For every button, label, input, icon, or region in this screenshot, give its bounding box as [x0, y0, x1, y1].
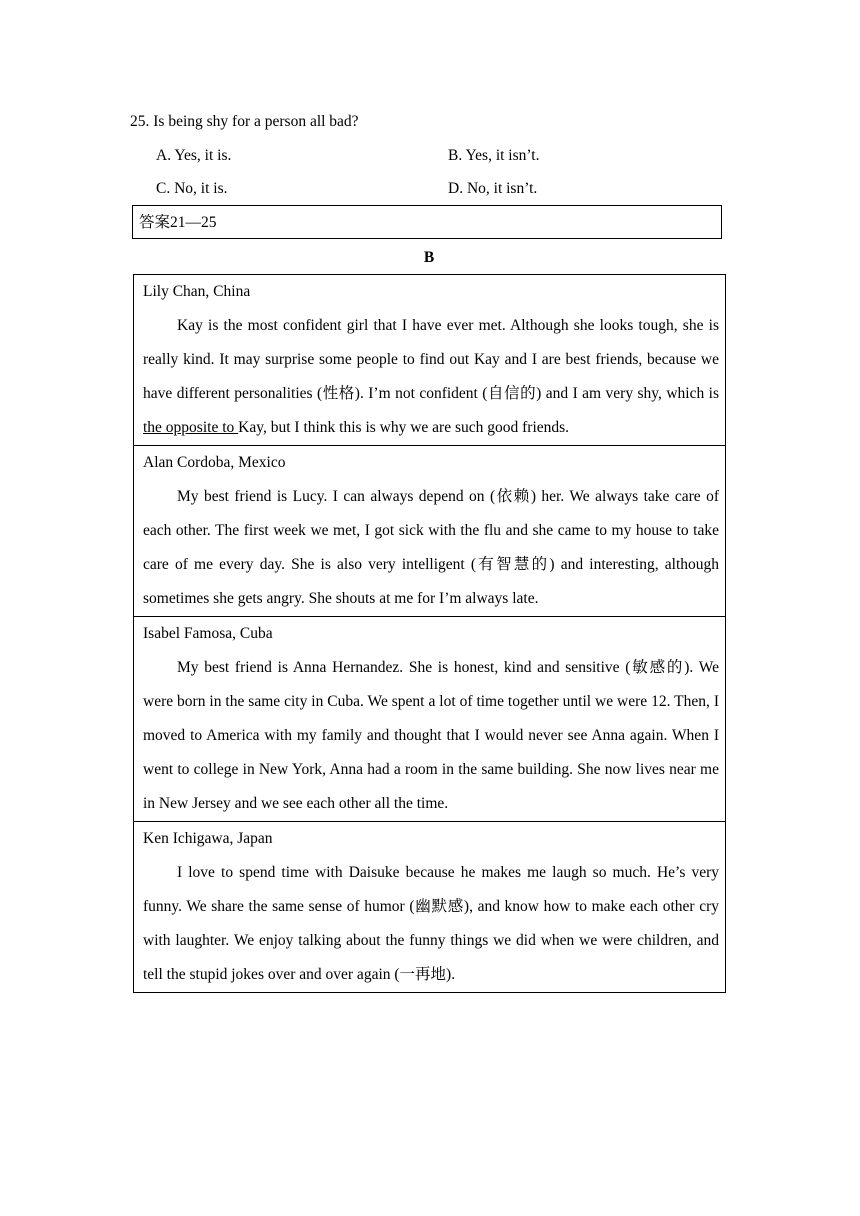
answer-box — [132, 205, 722, 239]
answer-label: 答案21—25 — [139, 214, 217, 231]
letter-text: My best friend is Lucy. I can always depend on (依赖) her. We always take care of each other. The first week we met, I got sick with the flu and she came to my house to take care of me every day. She is also very intelligent (有智慧的) and interesting, although sometimes she gets angry. She shouts at me for I’m always late. — [143, 488, 719, 607]
letter-text: My best friend is Anna Hernandez. She is honest, kind and sensitive (敏感的). We were born in the same city in Cuba. We spent a lot of time together until we were 12. Then, I moved to America with my family and thought that I would never see Anna again. When I went to college in New York, Anna had a room in the same building. She now lives near me in New Jersey and we see each other all the time. — [143, 659, 719, 812]
option-a: A. Yes, it is. — [156, 147, 232, 164]
letter-row — [134, 446, 726, 617]
letter-row — [134, 822, 726, 993]
letter-cell — [134, 446, 726, 617]
letter-cell — [134, 275, 726, 446]
letter-author: Isabel Famosa, Cuba — [143, 625, 273, 642]
letter-text-before: Kay is the most confident girl that I have ever met. Although she looks tough, she is really kind. It may surprise some people to find out Kay and I are best friends, because we have different personalities (性格). I’m not confident (自信的) and I am very shy, which is — [143, 317, 719, 402]
letter-row — [134, 617, 726, 822]
letter-text: I love to spend time with Daisuke because he makes me laugh so much. He’s very funny. We share the same sense of humor (幽默感), and know how to make each other cry with laughter. We enjoy talking about the funny things we did when we were children, and tell the stupid jokes over and over again (一再地). — [143, 864, 719, 983]
question-stem: 25. Is being shy for a person all bad? — [130, 113, 359, 130]
letter-author: Lily Chan, China — [143, 283, 251, 300]
letter-row — [134, 275, 726, 446]
option-b: B. Yes, it isn’t. — [448, 147, 540, 164]
section-title: B — [423, 249, 435, 266]
letter-author: Alan Cordoba, Mexico — [143, 454, 286, 471]
letter-cell — [134, 822, 726, 993]
letters-table — [133, 274, 726, 993]
letter-text — [143, 309, 719, 445]
underlined-phrase: the opposite to — [143, 419, 239, 436]
option-d: D. No, it isn’t. — [448, 180, 538, 197]
option-c: C. No, it is. — [156, 180, 228, 197]
letter-text-after: Kay, but I think this is why we are such good friends. — [238, 419, 570, 436]
letter-author: Ken Ichigawa, Japan — [143, 830, 273, 847]
letter-cell — [134, 617, 726, 822]
